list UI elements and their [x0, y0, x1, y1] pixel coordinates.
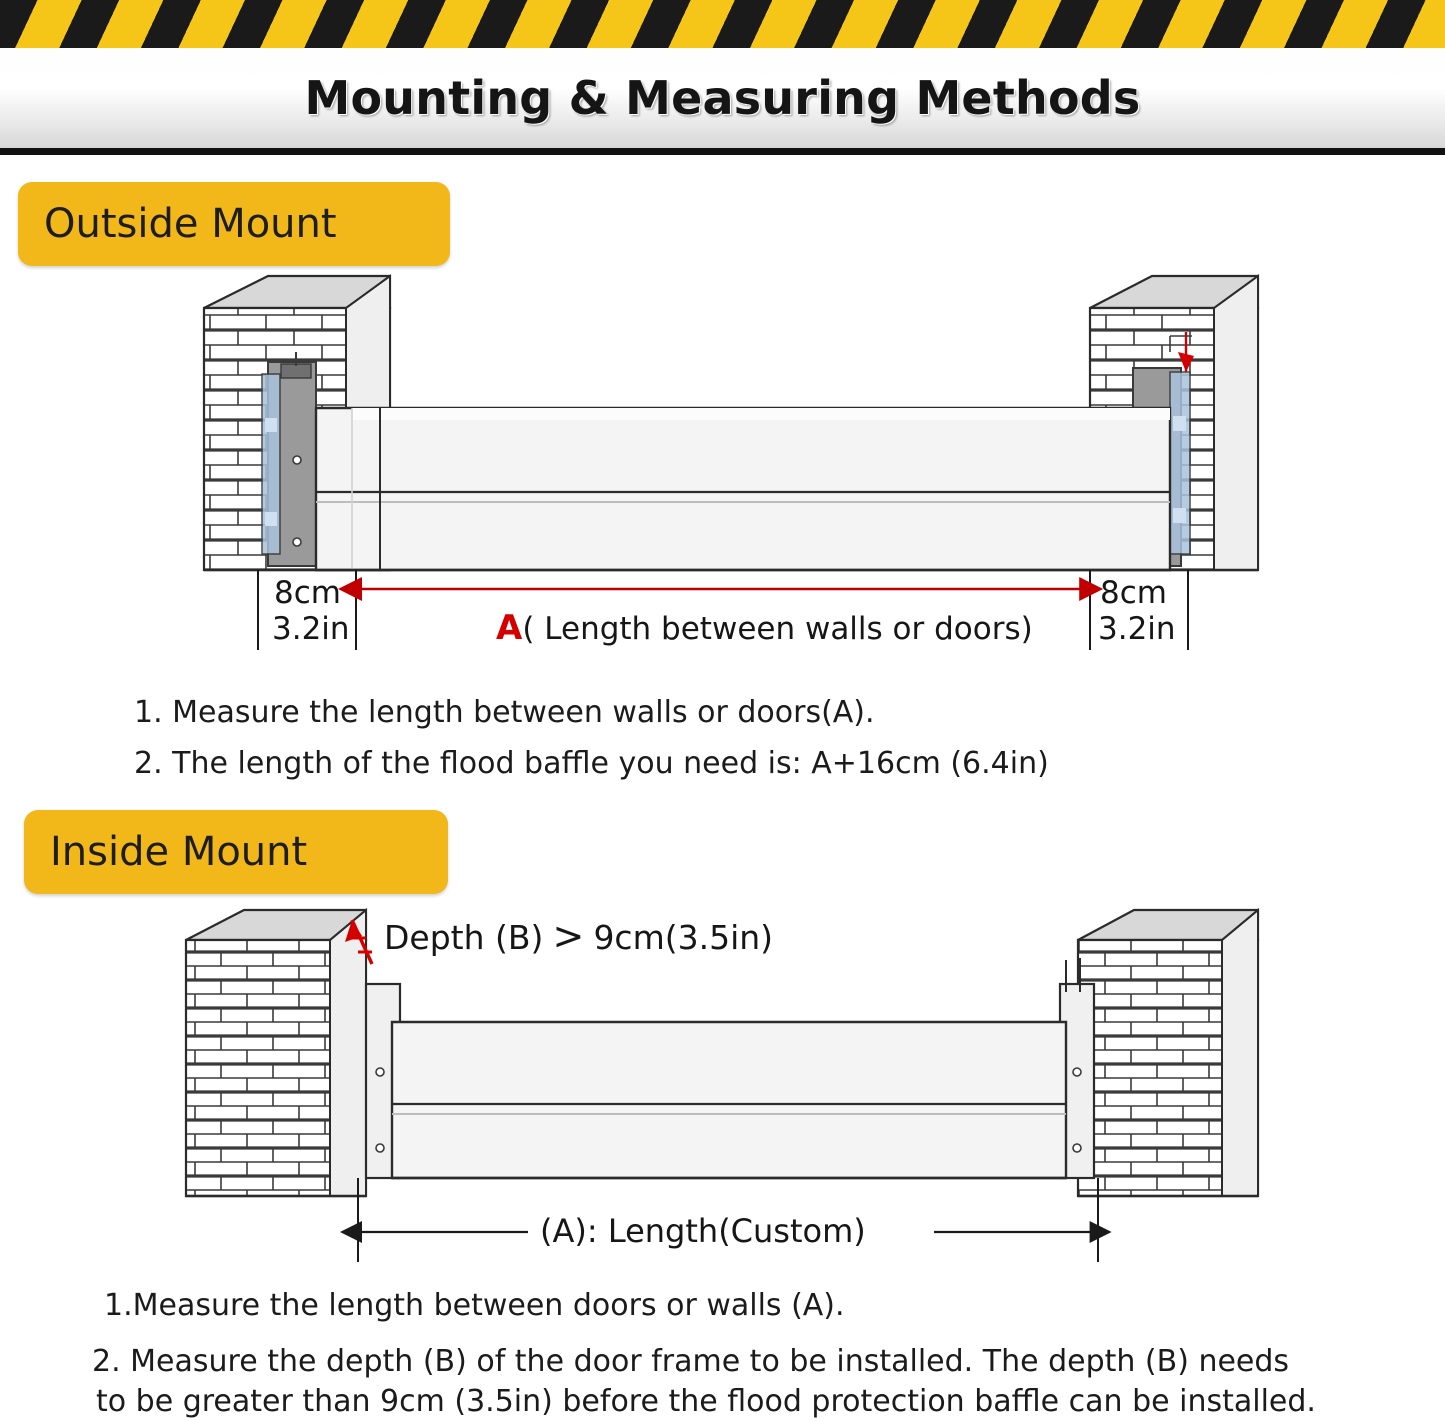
- inside-instruction-1: 1.Measure the length between doors or walls (A).: [104, 1288, 845, 1323]
- flood-baffle-panel-inside: [392, 1022, 1066, 1178]
- dimension-left-in-outside: 3.2in: [272, 611, 350, 647]
- depth-value-text: 9cm(3.5in): [593, 918, 774, 957]
- outside-instruction-1: 1. Measure the length between walls or doors(A).: [134, 695, 875, 730]
- dimension-right-cm-outside: 8cm: [1100, 575, 1167, 611]
- section-label-inside-mount-text: Inside Mount: [50, 829, 308, 875]
- right-wall-pillar-inside: [1078, 910, 1258, 1196]
- depth-compare-symbol: >: [552, 914, 585, 958]
- depth-note-text: Depth (B): [384, 918, 544, 957]
- dimension-center-text: ( Length between walls or doors): [522, 611, 1033, 647]
- dimension-marker-a: A: [496, 608, 523, 648]
- depth-requirement-label: [384, 914, 773, 958]
- outside-instruction-2: 2. The length of the flood baffle you need is: A+16cm (6.4in): [134, 746, 1049, 781]
- inside-instruction-2b: to be greater than 9cm (3.5in) before the flood protection baffle can be installed.: [96, 1384, 1316, 1419]
- inside-instruction-2a: 2. Measure the depth (B) of the door frame to be installed. The depth (B) needs: [92, 1344, 1290, 1379]
- dimension-right-in-outside: 3.2in: [1098, 611, 1176, 647]
- dimension-length-label-inside: (A): Length(Custom): [540, 1212, 866, 1250]
- dimension-left-cm-outside: 8cm: [274, 575, 341, 611]
- section-label-outside-mount-text: Outside Mount: [44, 201, 337, 247]
- left-wall-pillar-inside: [186, 910, 366, 1196]
- page-title: Mounting & Measuring Methods: [304, 71, 1141, 125]
